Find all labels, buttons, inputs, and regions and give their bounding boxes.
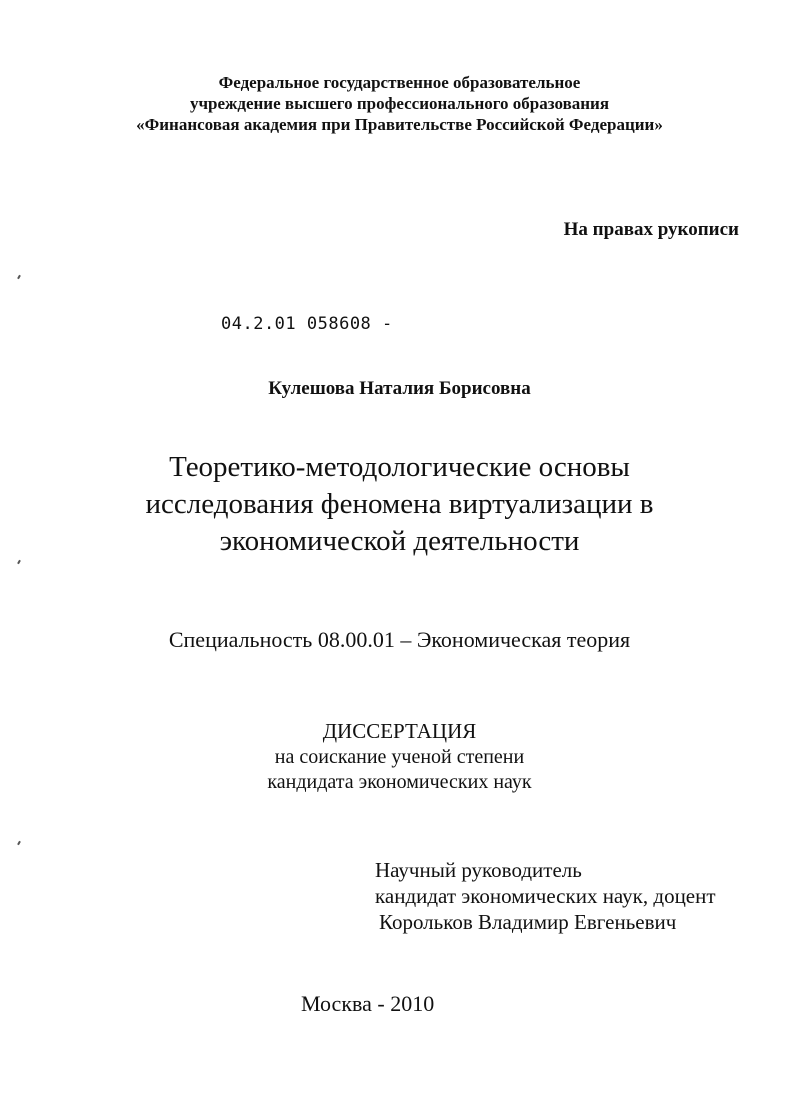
scan-margin-mark-2 (17, 560, 21, 564)
supervisor-role: Научный руководитель (375, 858, 582, 882)
supervisor-name: Корольков Владимир Евгеньевич (379, 910, 677, 934)
organization-line-3: «Финансовая академия при Правительстве Российской Федерации» (136, 115, 663, 134)
specialty: Специальность 08.00.01 – Экономическая теория (168, 627, 631, 652)
organization-line-1: Федеральное государственное образовательное (218, 73, 581, 92)
scan-margin-mark-1 (17, 275, 21, 279)
title-line-1: Теоретико-методологические основы (169, 451, 630, 483)
supervisor-block (375, 857, 716, 935)
title-line-2: исследования феномена виртуализации в (145, 488, 654, 520)
organization-line-2: учреждение высшего профессионального образования (189, 94, 610, 113)
dissertation-title (0, 449, 799, 560)
manuscript-note: На правах рукописи (563, 219, 739, 240)
degree-statement (0, 718, 799, 795)
dissertation-heading: ДИССЕРТАЦИЯ (322, 719, 477, 743)
supervisor-degree: кандидат экономических наук, доцент (375, 884, 716, 908)
degree-line-2: кандидата экономических наук (267, 771, 532, 793)
place-and-year: Москва - 2010 (301, 991, 435, 1016)
author-name: Кулешова Наталия Борисовна (268, 378, 531, 399)
title-line-3: экономической деятельности (219, 525, 580, 557)
registration-code: 04.2.01 058608 - (221, 314, 393, 334)
organization-header (0, 72, 799, 135)
scan-margin-mark-3 (17, 841, 21, 845)
degree-line-1: на соискание ученой степени (274, 746, 525, 768)
